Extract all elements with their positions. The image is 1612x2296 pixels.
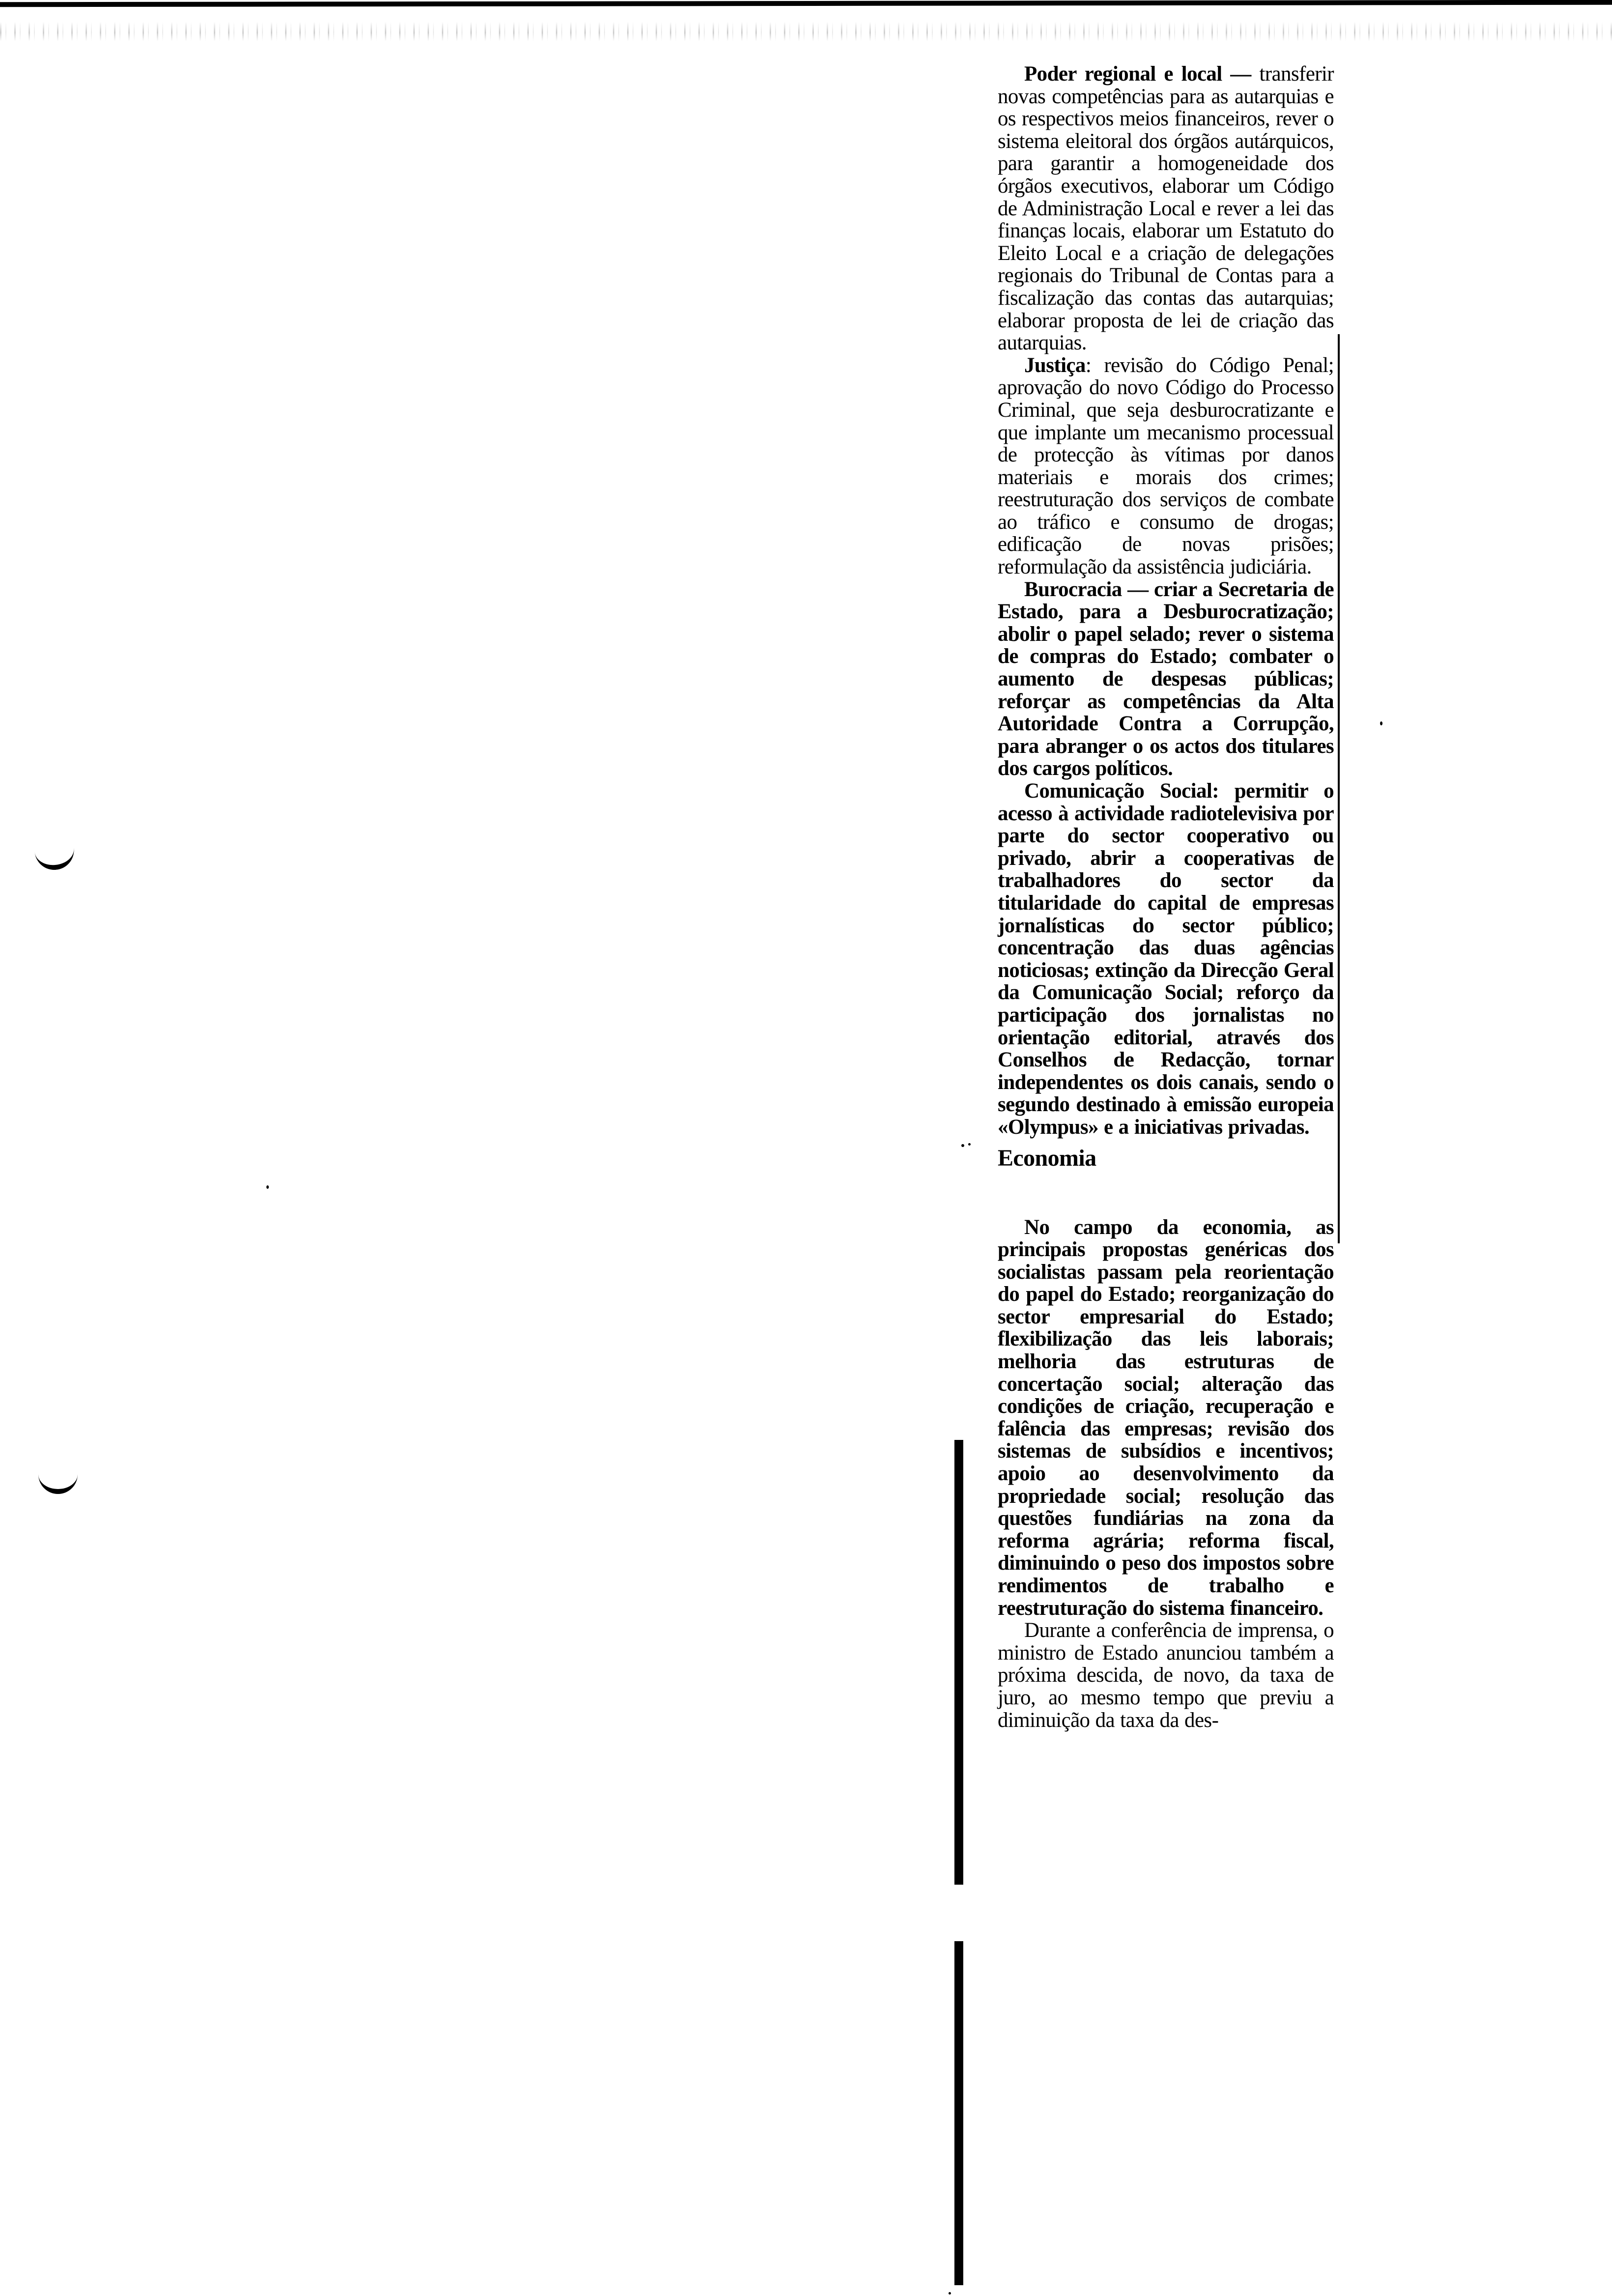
scan-top-edge-rule: [0, 0, 1612, 7]
margin-bar: [954, 1440, 963, 1885]
paragraph-text: permitir o acesso à actividade radiotelevisiva por parte do sector cooperativo ou privado, abrir a cooperativas de trabalhadores do sector da titularidade do capital de empresas jornalísticas do sector público; concentração das duas agências noticiosas; extinção da Direcção Geral da Comunicação Social; reforço da participação dos jornalistas no orientação editorial, através dos Conselhos de Redacção, tornar independentes os dois canais, sendo o segundo destinado à emissão europeia «Olympus» e a iniciativas privadas.: [998, 779, 1334, 1139]
paragraph-text: transferir novas competências para as autarquias e os respectivos meios financeiros, rever o sistema eleitoral dos órgãos autárquicos, para garantir a homogeneidade dos órgãos executivos, elaborar um Código de Administração Local e rever a lei das finanças locais, elaborar um Estatuto do Eleito Local e a criação de delegações regionais do Tribunal de Contas para a fiscalização das contas das autarquias; elaborar proposta de lei de criação das autarquias.: [998, 62, 1334, 355]
scan-speck: [968, 1143, 971, 1146]
paragraph-text: revisão do Código Penal; aprovação do novo Código do Processo Criminal, que seja desburocratizante e que implante um mecanismo processual de protecção às vítimas por danos materiais e morais dos crimes; reestruturação dos serviços de combate ao tráfico e consumo de drogas; edificação de novas prisões; reformulação da assistência judiciária.: [998, 353, 1334, 579]
binder-hole-mark-icon: [38, 1469, 78, 1494]
paragraph-lead: Justiça: [1024, 353, 1086, 377]
scan-speck: [961, 1144, 964, 1147]
section-heading-economia: Economia: [998, 1145, 1096, 1171]
paragraph-text: criar a Secretaria de Estado, para a Desburocratização; abolir o papel selado; rever o sistema de compras do Estado; combater o aumento de despesas públicas; reforçar as competências da Alta Autoridade Contra a Corrupção, para abranger o os actos dos titulares dos cargos políticos.: [998, 577, 1334, 780]
paragraph-justica: [998, 354, 1334, 578]
paragraph-lead: Poder regional e local: [1024, 62, 1222, 86]
column-rule: [1338, 334, 1340, 1243]
lead-separator: —: [1222, 62, 1260, 86]
scan-header-noise: [0, 22, 1612, 41]
paragraph-economia-intro: No campo da economia, as principais propostas genéricas dos socialistas passam pela reorientação do papel do Estado; reorganização do sector empresarial do Estado; flexibilização das leis laborais; melhoria das estruturas de concertação social; alteração das condições de criação, recuperação e falência das empresas; revisão dos sistemas de subsídios e incentivos; apoio ao desenvolvimento da propriedade social; resolução das questões fundiárias na zona da reforma agrária; reforma fiscal, diminuindo o peso dos impostos sobre rendimentos de trabalho e reestruturação do sistema financeiro.: [998, 1215, 1334, 1620]
paragraph-lead: Comunicação Social: [1024, 779, 1212, 803]
paragraph-conferencia: Durante a conferência de imprensa, o ministro de Estado anunciou também a próxima descida, de novo, da taxa de juro, ao mesmo tempo que previu a diminuição da taxa da des-: [998, 1619, 1334, 1732]
paragraph-burocracia: [998, 578, 1334, 780]
lead-separator: :: [1212, 779, 1235, 803]
binder-hole-mark-icon: [34, 843, 76, 872]
margin-bar: [954, 1941, 963, 2285]
paragraph-comunicacao-social: [998, 780, 1334, 1139]
scan-speck: [949, 2292, 951, 2295]
paragraph-poder-regional: [998, 63, 1334, 354]
article-column: [998, 63, 1334, 1731]
lead-separator: —: [1122, 577, 1154, 601]
scan-speck: [266, 1185, 269, 1189]
scan-speck: [1380, 721, 1382, 725]
lead-separator: :: [1085, 353, 1104, 377]
paragraph-lead: Burocracia: [1024, 577, 1122, 601]
